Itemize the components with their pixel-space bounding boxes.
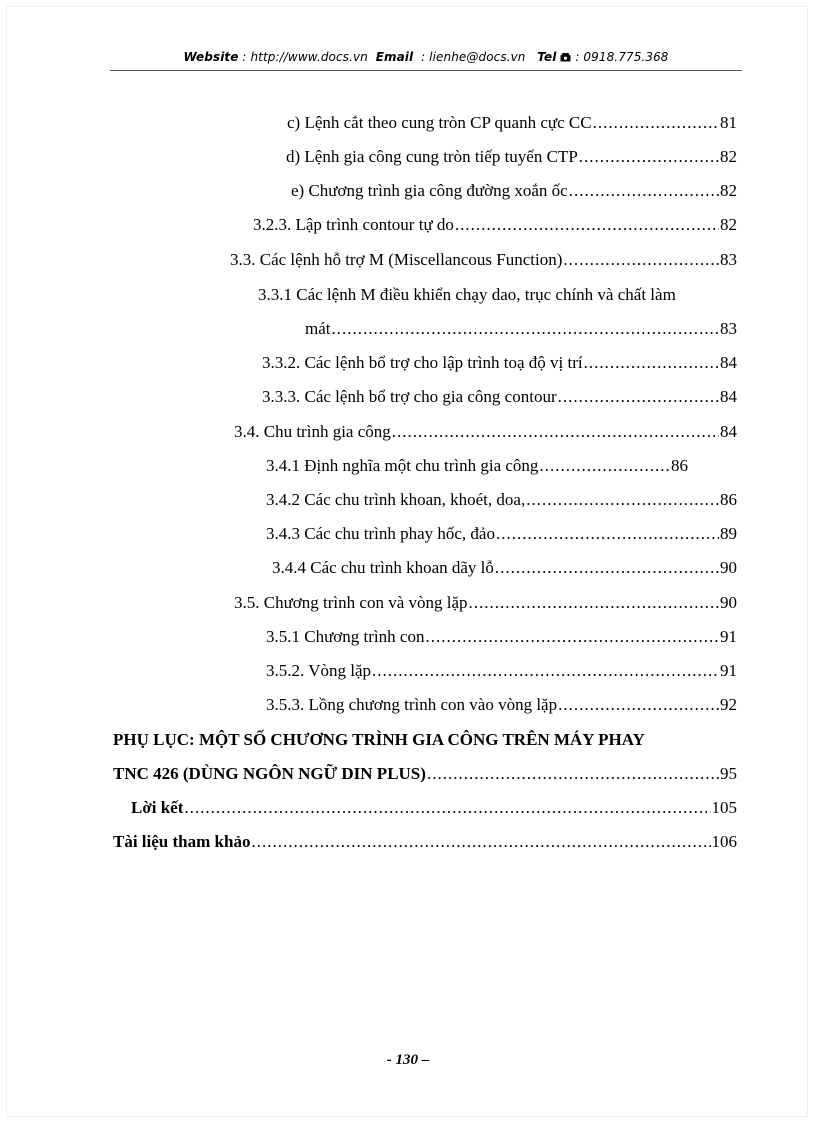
toc-entry-title: 3.4.2 Các chu trình khoan, khoét, doa,: [266, 490, 526, 509]
toc-entry-page: 83: [720, 319, 737, 338]
toc-leader: [425, 626, 719, 648]
toc-entry-page: 82: [720, 215, 737, 234]
toc-leader: [427, 763, 719, 785]
toc-entry[interactable]: [266, 694, 737, 716]
toc-entry-page: 90: [720, 593, 737, 612]
toc-entry-title: 3.5.2. Vòng lặp: [266, 661, 371, 680]
email-value[interactable]: : lienhe@docs.vn: [421, 50, 526, 64]
toc-entry-title: 3.2.3. Lập trình contour tự do: [253, 215, 454, 234]
toc-leader: [469, 592, 719, 614]
toc-entry[interactable]: [113, 831, 737, 853]
toc-entry[interactable]: [230, 249, 737, 271]
toc-entry-page: 84: [720, 387, 737, 406]
toc-leader: [569, 180, 719, 202]
header-divider: [110, 70, 742, 71]
toc-entry[interactable]: [131, 797, 737, 819]
toc-entry-title-line1[interactable]: PHỤ LỤC: MỘT SỐ CHƯƠNG TRÌNH GIA CÔNG TRÊN MÁY PHAY: [113, 730, 645, 749]
toc-entry[interactable]: [234, 421, 737, 443]
toc-entry-title: Lời kết: [131, 798, 184, 817]
toc-entry-title: 3.3.3. Các lệnh bổ trợ cho gia công contour: [262, 387, 557, 406]
page-header: [110, 50, 742, 64]
toc-entry-title: 3.4. Chu trình gia công: [234, 422, 391, 441]
page-number: - 130 –: [386, 1052, 430, 1068]
toc-entry-page: 84: [720, 422, 737, 441]
tel-value: : 0918.775.368: [575, 50, 669, 64]
toc-entry-page: 91: [720, 627, 737, 646]
toc-entry-title: c) Lệnh cắt theo cung tròn CP quanh cực CC: [287, 113, 592, 132]
toc-entry-title: TNC 426 (DÙNG NGÔN NGỮ DIN PLUS): [113, 764, 426, 783]
toc-leader: [392, 421, 719, 443]
toc-entry[interactable]: [253, 214, 737, 236]
toc-entry-title-line1[interactable]: 3.3.1 Các lệnh M điều khiển chạy dao, trục chính và chất làm: [258, 285, 676, 304]
toc-entry[interactable]: [305, 318, 737, 340]
toc-entry-page: 83: [720, 250, 737, 269]
toc-entry-page: 95: [720, 764, 737, 783]
toc-entry-page: 84: [720, 353, 737, 372]
toc-entry-title: 3.5.3. Lồng chương trình con vào vòng lặp: [266, 695, 558, 714]
toc-leader: [558, 694, 719, 716]
toc-leader: [184, 797, 710, 819]
toc-entry[interactable]: [234, 592, 737, 614]
toc-entry-title: 3.5. Chương trình con và vòng lặp: [234, 593, 468, 612]
toc-entry[interactable]: [113, 763, 737, 785]
toc-entry-title: Tài liệu tham khảo: [113, 832, 251, 851]
toc-entry-title: d) Lệnh gia công cung tròn tiếp tuyến CTP: [286, 147, 578, 166]
toc-entry-page: 90: [720, 558, 737, 577]
toc-leader: [496, 523, 719, 545]
toc-leader: [579, 146, 719, 168]
toc-leader: [558, 386, 719, 408]
toc-entry-title: e) Chương trình gia công đường xoắn ốc: [291, 181, 568, 200]
toc-leader: [332, 318, 720, 340]
toc-entry[interactable]: [266, 523, 737, 545]
toc-leader: [495, 557, 719, 579]
tel-label: Tel: [537, 50, 557, 64]
toc-entry-page: 86: [671, 456, 688, 475]
toc-entry-page: 89: [720, 524, 737, 543]
toc-entry[interactable]: [262, 386, 737, 408]
toc-entry-title: 3.3. Các lệnh hỗ trợ M (Miscellancous Function): [230, 250, 563, 269]
toc-entry-title: 3.4.4 Các chu trình khoan dãy lỗ: [272, 558, 494, 577]
toc-leader: [526, 489, 719, 511]
phone-icon: [560, 51, 571, 60]
toc-entry[interactable]: [291, 180, 737, 202]
toc-entry[interactable]: [262, 352, 737, 374]
toc-entry-page: 92: [720, 695, 737, 714]
toc-leader: [539, 455, 670, 477]
toc-leader: [584, 352, 719, 374]
toc-entry-page: 91: [720, 661, 737, 680]
toc-entry-page: 106: [711, 832, 737, 851]
toc-entry[interactable]: [266, 626, 737, 648]
toc-leader: [563, 249, 719, 271]
email-label: Email: [375, 50, 414, 64]
toc-leader: [372, 660, 719, 682]
toc-entry-page: 82: [720, 181, 737, 200]
toc-entry[interactable]: [266, 660, 737, 682]
toc-entry[interactable]: [266, 489, 737, 511]
toc-entry-page: 86: [720, 490, 737, 509]
toc-entry[interactable]: [272, 557, 737, 579]
website-value[interactable]: : http://www.docs.vn: [242, 50, 368, 64]
toc-leader: [593, 112, 719, 134]
toc-entry[interactable]: [287, 112, 737, 134]
toc-entry-title: 3.4.1 Định nghĩa một chu trình gia công: [266, 456, 539, 475]
toc-leader: [455, 214, 719, 236]
toc-entry-page: 82: [720, 147, 737, 166]
toc-entry-title: mát: [305, 319, 331, 338]
toc-leader: [251, 831, 710, 853]
toc-entry[interactable]: [266, 455, 688, 477]
toc-entry-page: 105: [711, 798, 737, 817]
toc-entry-title: 3.5.1 Chương trình con: [266, 627, 425, 646]
toc-entry-title: 3.3.2. Các lệnh bổ trợ cho lập trình toạ độ vị trí: [262, 353, 583, 372]
toc-entry-page: 81: [720, 113, 737, 132]
toc-entry-title: 3.4.3 Các chu trình phay hốc, đảo: [266, 524, 495, 543]
website-label: Website: [183, 50, 239, 64]
toc-entry[interactable]: [286, 146, 737, 168]
